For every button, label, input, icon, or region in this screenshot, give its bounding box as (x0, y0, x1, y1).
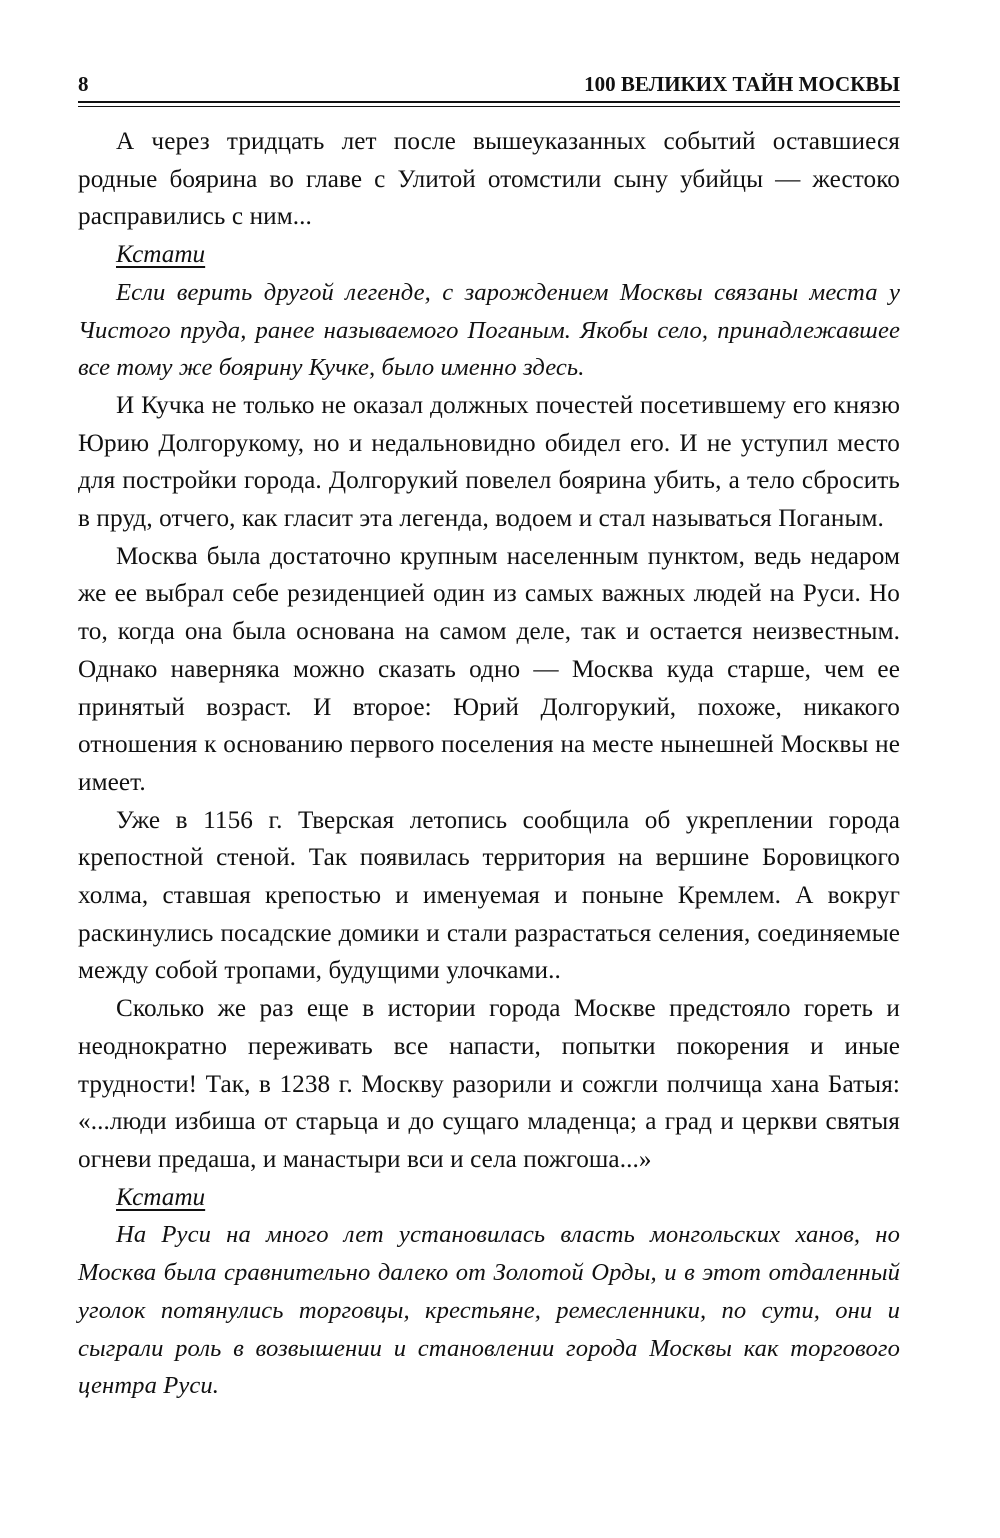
paragraph-5: Сколько же раз еще в истории города Москве предстояло гореть и неоднократно переживать все напасти, попытки покорения и иные трудности! Так, в 1238 г. Москву разорили и сожгли полчища хана Батыя: «...люди избиша от старьца и до сущаго младенца; а град и церкви святыя огневи предаша, и манастыри вси и села пожгоша...» (78, 995, 900, 1173)
running-head (78, 70, 900, 98)
page-number: 8 (78, 72, 89, 96)
page-body (78, 123, 900, 1405)
kstati-label-1: Кстати (116, 241, 206, 269)
book-title: 100 ВЕЛИКИХ ТАЙН МОСКВЫ (584, 72, 900, 96)
kstati-note-1: Если верить другой легенде, с зарождением Москвы связаны места у Чистого пруда, ранее называемого Поганым. Якобы село, принадлежавшее все тому же боярину Кучке, было именно здесь. (78, 278, 900, 382)
kstati-label-2: Кстати (116, 1183, 206, 1211)
paragraph-1: А через тридцать лет после вышеуказанных событий оставшиеся родные боярина во главе с Улитой отомстили сыну убийцы — жестоко расправились с ним... (78, 128, 900, 231)
book-page (78, 70, 900, 1405)
paragraph-2: И Кучка не только не оказал должных почестей посетившему его князю Юрию Долгорукому, но и недальновидно обидел его. И не уступил место для постройки города. Долгорукий повелел боярина убить, а тело сбросить в пруд, отчего, как гласит эта легенда, водоем и стал называться Поганым. (78, 391, 900, 533)
kstati-heading-2 (78, 1179, 900, 1217)
header-rule (78, 101, 900, 107)
paragraph-3: Москва была достаточно крупным населенным пунктом, ведь недаром же ее выбрал себе резиденцией один из самых важных людей на Руси. Но то, когда она была основана на самом деле, так и остается неизвестным. Однако наверняка можно сказать одно — Москва куда старше, чем ее принятый возраст. И второе: Юрий Долгорукий, похоже, никакого отношения к основанию первого поселения на месте нынешней Москвы не имеет. (78, 542, 900, 796)
kstati-note-2: На Руси на много лет установилась власть монгольских ханов, но Москва была сравнительно далеко от Золотой Орды, и в этот отдаленный уголок потянулись торговцы, крестьяне, ремесленники, по сути, они и сыграли роль в возвышении и становлении города Москвы как торгового центра Руси. (78, 1221, 900, 1400)
kstati-heading-1 (78, 236, 900, 274)
paragraph-4: Уже в 1156 г. Тверская летопись сообщила об укреплении города крепостной стеной. Так появилась территория на вершине Боровицкого холма, ставшая крепостью и именуемая и поныне Кремлем. А вокруг раскинулись посадские домики и стали разрастаться селения, соединяемые между собой тропами, будущими улочками.. (78, 806, 900, 985)
